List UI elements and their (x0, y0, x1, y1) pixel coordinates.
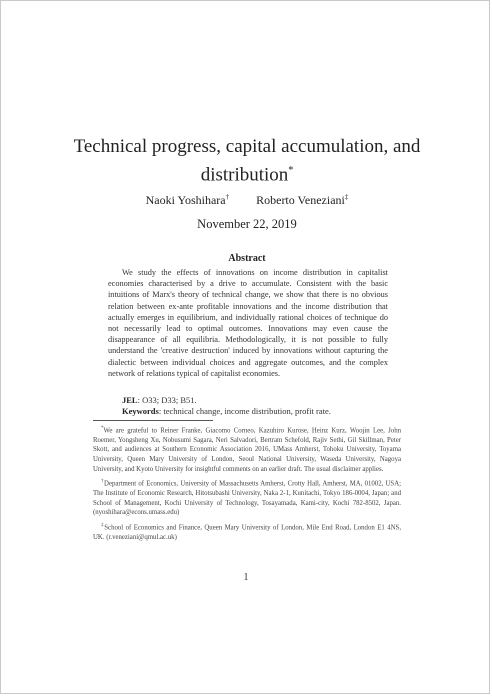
page-number: 1 (243, 572, 249, 583)
author-2-name: Roberto Veneziani (256, 193, 345, 207)
footnote-mark: ‡ (101, 522, 105, 528)
author-2 (256, 193, 348, 207)
jel-value: : O33; D33; B51. (137, 395, 197, 405)
jel-codes (108, 395, 388, 406)
abstract-heading: Abstract (228, 253, 266, 264)
paper-title (61, 135, 433, 187)
footnote-text: Department of Economics, University of Massachusetts Amherst, Crotty Hall, Amherst, MA, 01002, USA; The Institute of Economic Research, Hitotsubashi University, Naka 2-1, Kunitachi, Tokyo 186-0004, Japan; and School of Management, Kochi University of Technology, Tosayamada, Kami-city, Kochi 782-8502, Japan. (nyoshihara@econs.umass.edu) (93, 480, 401, 517)
footnote-mark: † (101, 479, 105, 485)
author-1 (146, 193, 233, 207)
title-text: Technical progress, capital accumulation, and distribution (73, 136, 421, 186)
footnote-text: We are grateful to Reiner Franke, Giacomo Corneo, Kazuhiro Kurose, Heinz Kurz, Woojin Lee, John Roemer, Yongsheng Xu, Nobusumi Sagara, Neri Salvadori, Bertram Schefold, Rajiv Sethi, Gil Skillman, Peter Skott, and audiences at Southern Economic Association 2016, UMass Amherst, Tohoku University, Toyama University, Queen Mary University of London, Seoul National University, Waseda University, Nagoya University, and Kyoto University for insightful comments on an earlier draft. The usual disclaimer applies. (93, 427, 401, 473)
footnote-mark: * (101, 426, 104, 431)
footnote-text: School of Economics and Finance, Queen Mary University of London, Mile End Road, London E1 4NS, UK. (r.veneziani@qmul.ac.uk) (93, 524, 402, 541)
jel-label: JEL (122, 395, 138, 405)
footnote-rule (93, 420, 213, 421)
keywords (108, 406, 388, 417)
author-1-mark: † (225, 193, 230, 201)
author-1-name: Naoki Yoshihara (145, 193, 226, 207)
footnote-author-2-affiliation (93, 521, 401, 542)
abstract-body: We study the effects of innovations on income distribution in capitalist economies characterised by a drive to accumulate. Consistent with the basic intuitions of Marx's theory of technical change, we show that there is no obvious relation between ex-ante profitable innovations and the income distribution that actually emerges in equilibrium, and individually rational choices of technique do not necessarily lead to optimal outcomes. Innovations may even cause the disappearance of all equilibria. Methodologically, it is not possible to fully understand the 'creative destruction' induced by innovations without capturing the dialectic between individual choices and aggregate outcomes, and the complex network of relations typical of capitalist economies. (108, 268, 388, 378)
keywords-value: : technical change, income distribution, profit rate. (158, 406, 331, 416)
paper-date: November 22, 2019 (197, 217, 297, 231)
keywords-label: Keywords (122, 406, 159, 416)
author-list (61, 193, 433, 208)
author-2-mark: ‡ (344, 193, 349, 201)
footnote-author-1-affiliation (93, 477, 401, 518)
footnotes (93, 424, 401, 545)
title-footnote-mark: * (288, 165, 294, 176)
footnote-acknowledgements (93, 424, 401, 474)
